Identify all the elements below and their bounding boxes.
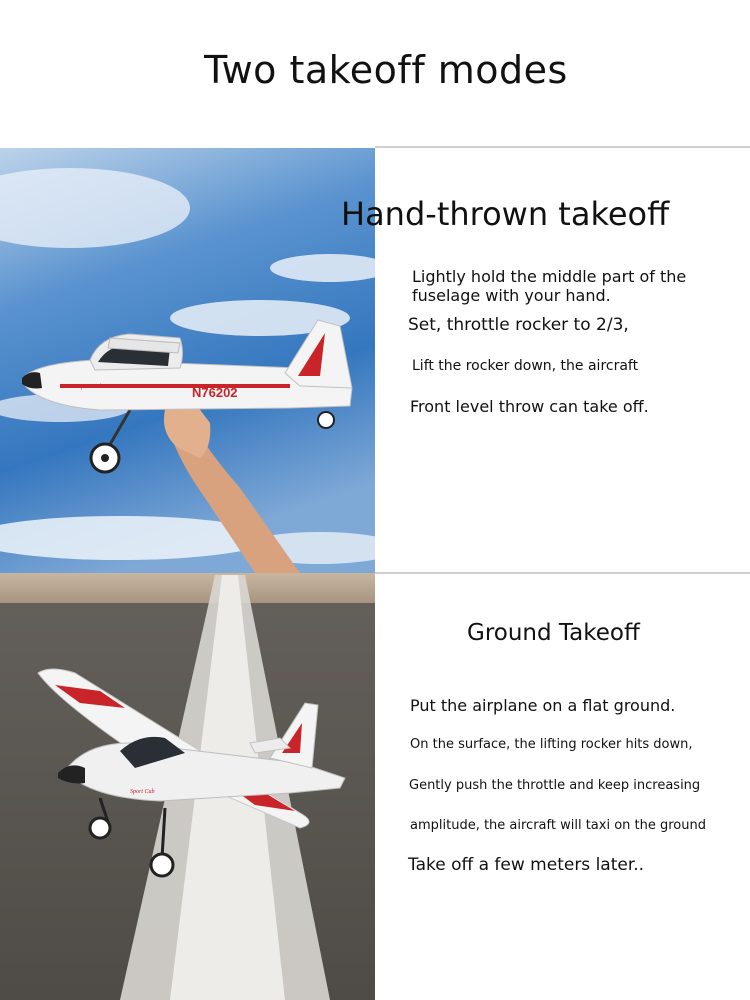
ground-takeoff-heading: Ground Takeoff: [467, 620, 640, 646]
ground-line-1: Put the airplane on a flat ground.: [410, 696, 676, 715]
page-title: Two takeoff modes: [204, 48, 568, 92]
hand-thrown-line-4: Lift the rocker down, the aircraft: [412, 358, 639, 374]
hand-thrown-line-2: fuselage with your hand.: [412, 286, 611, 305]
plane-script-bottom: Sport Cub: [130, 789, 155, 795]
hand-thrown-line-1: Lightly hold the middle part of the: [412, 267, 687, 286]
section-divider-middle: [375, 572, 750, 574]
section-divider-top: [375, 146, 750, 148]
ground-takeoff-photo: [0, 573, 375, 1000]
ground-line-4: amplitude, the aircraft will taxi on the ground: [410, 818, 706, 833]
hand-thrown-line-5: Front level throw can take off.: [410, 397, 649, 416]
hand-thrown-line-3: Set, throttle rocker to 2/3,: [408, 315, 629, 335]
ground-line-5: Take off a few meters later..: [408, 855, 645, 875]
ground-line-2: On the surface, the lifting rocker hits down,: [410, 737, 693, 752]
hand-thrown-photo: [0, 148, 375, 573]
plane-script-top: Sport Cub: [78, 384, 103, 390]
ground-line-3: Gently push the throttle and keep increasing: [409, 778, 701, 793]
hand-thrown-heading: Hand-thrown takeoff: [341, 195, 670, 233]
plane-registration-top: N76202: [192, 385, 238, 400]
